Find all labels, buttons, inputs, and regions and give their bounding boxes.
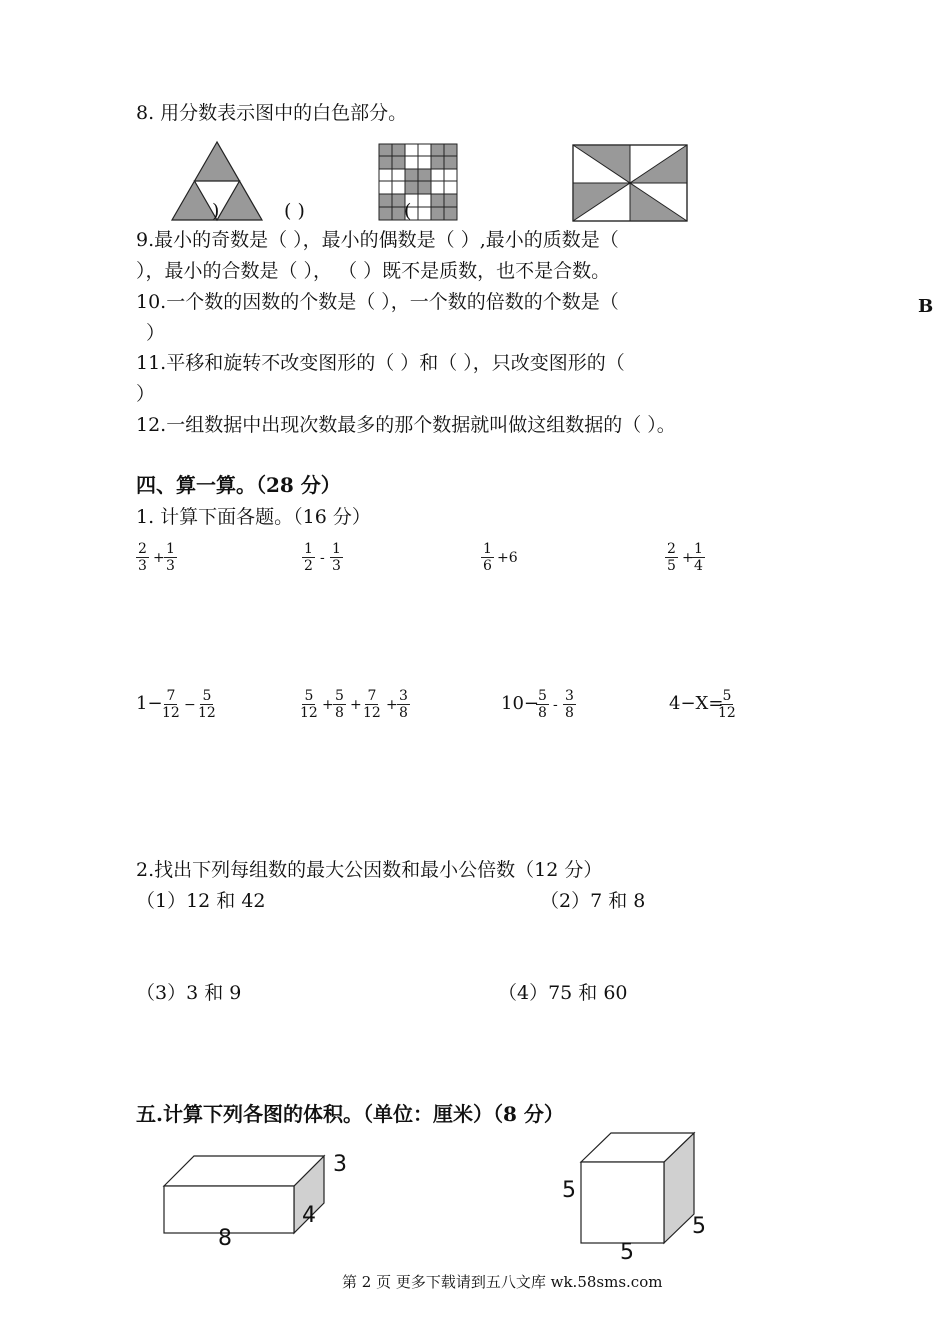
fraction: $\frac{1}{3}$ [332,541,341,574]
fraction: $\frac{7}{12}$ [162,688,180,721]
section5-title: 五.计算下列各图的体积。（单位：厘米）（8 分） [136,1102,564,1126]
fraction: $\frac{3}{8}$ [399,688,408,721]
gcd-lcm-item-3: （3）3 和 9 [136,982,242,1004]
cuboid-depth-label: 4 [302,1203,316,1228]
q8-blank-3: ( [404,200,412,222]
cube-figure [578,1130,698,1246]
fraction: $\frac{7}{12}$ [363,688,381,721]
cuboid-length-label: 8 [218,1226,232,1251]
fraction: $\frac{5}{12}$ [198,688,216,721]
operator: + [153,550,165,566]
q8-text: 8. 用分数表示图中的白色部分。 [136,102,408,124]
cuboid-height-label: 3 [333,1152,347,1177]
q10-line-2: ） [146,322,166,344]
fraction: $\frac{2}{3}$ [138,541,147,574]
fraction: $\frac{1}{3}$ [166,541,175,574]
operator: + [386,697,398,713]
operator: + [322,697,334,713]
operator: + [682,550,694,566]
fraction: $\frac{1}{6}$ [483,541,492,574]
q8-blank-1: ) [212,200,220,222]
cube-height-label: 5 [562,1178,576,1203]
operator: +6 [497,550,518,566]
cube-depth-label: 5 [692,1214,706,1239]
cube-length-label: 5 [620,1240,634,1265]
q10-line-1: 10.一个数的因数的个数是（ ），一个数的倍数的个数是（ [136,291,619,313]
q11-line-1: 11.平移和旋转不改变图形的（ ）和（ ），只改变图形的（ [136,352,625,374]
fraction: $\frac{5}{8}$ [335,688,344,721]
expression-prefix: 4−X= [669,693,724,714]
operator: - [320,550,325,566]
fraction: $\frac{2}{5}$ [667,541,676,574]
gcd-lcm-item-1: （1）12 和 42 [136,890,266,912]
q9-line-1: 9.最小的奇数是（ ），最小的偶数是（ ）,最小的质数是（ [136,229,619,251]
section4-title: 四、算一算。（28 分） [136,473,341,497]
fraction: $\frac{3}{8}$ [565,688,574,721]
fraction: $\frac{1}{2}$ [304,541,313,574]
side-letter: B [918,296,934,317]
q9-line-2: ），最小的合数是（ ）， （ ）既不是质数，也不是合数。 [136,260,611,282]
fraction: $\frac{5}{8}$ [538,688,547,721]
q11-line-2: ） [136,383,156,405]
gcd-lcm-item-2: （2）7 和 8 [540,890,646,912]
page-footer: 第 2 页 更多下载请到五八文库 wk.58sms.com [342,1273,663,1291]
rectangle-sectors-figure [572,144,688,222]
fraction: $\frac{5}{12}$ [300,688,318,721]
q12-line-1: 12.一组数据中出现次数最多的那个数据就叫做这组数据的（ ）。 [136,414,676,436]
expression-prefix: 10− [501,693,539,714]
q8-blank-2: ( ) [284,200,305,222]
gcd-lcm-item-4: （4）75 和 60 [498,982,628,1004]
operator: - [553,697,558,713]
grid-figure [378,143,458,221]
operator: − [184,697,196,713]
fraction: $\frac{5}{12}$ [718,688,736,721]
operator: + [350,697,362,713]
fraction: $\frac{1}{4}$ [694,541,703,574]
section4-sub2: 2.找出下列每组数的最大公因数和最小公倍数（12 分） [136,859,603,881]
section4-sub1: 1. 计算下面各题。（16 分） [136,506,371,528]
expression-prefix: 1− [136,693,163,714]
